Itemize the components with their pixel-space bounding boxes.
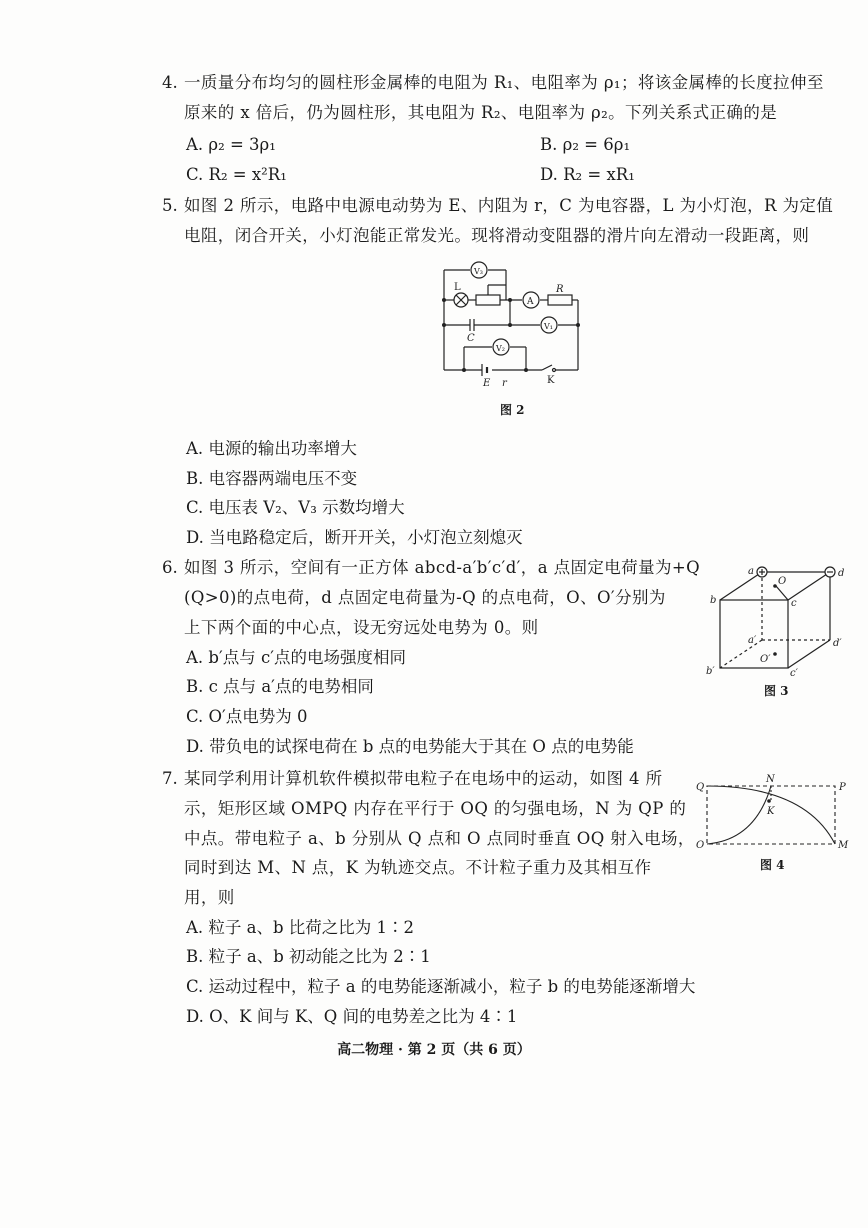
label-Q: Q bbox=[696, 782, 705, 793]
q4-option-b: B. ρ₂ = 6ρ₁ bbox=[540, 135, 631, 154]
label-N: N bbox=[766, 774, 775, 785]
label-V1: V₁ bbox=[544, 322, 553, 331]
label-L: L bbox=[454, 282, 461, 293]
label-C: C bbox=[467, 333, 475, 344]
label-a: a bbox=[748, 566, 754, 577]
q6-number: 6. bbox=[162, 558, 178, 577]
label-K: K bbox=[547, 375, 555, 386]
label-R: R bbox=[556, 284, 564, 295]
label-O: O bbox=[778, 576, 787, 587]
label-A: A bbox=[527, 297, 534, 307]
label-r: r bbox=[502, 378, 507, 389]
q7-stem-line5: 用，则 bbox=[184, 888, 235, 907]
q4-number: 4. bbox=[162, 73, 178, 92]
label-b: b bbox=[710, 595, 717, 606]
label-E: E bbox=[483, 378, 491, 389]
label-V3: V₃ bbox=[474, 267, 483, 276]
q6-option-a: A. b′点与 c′点的电场强度相同 bbox=[186, 648, 406, 667]
fig3-caption: 图 3 bbox=[764, 684, 789, 698]
q7-stem-line1: 某同学利用计算机软件模拟带电粒子在电场中的运动，如图 4 所 bbox=[184, 769, 663, 788]
label-c-prime: c′ bbox=[790, 668, 798, 679]
q5-stem-line2: 电阻，闭合开关，小灯泡能正常发光。现将滑动变阻器的滑片向左滑动一段距离，则 bbox=[184, 226, 810, 245]
fig4-caption: 图 4 bbox=[760, 858, 785, 872]
label-K: K bbox=[767, 806, 775, 817]
q7-stem-line2: 示，矩形区域 OMPQ 内存在平行于 OQ 的匀强电场，N 为 QP 的 bbox=[184, 799, 687, 818]
q5-option-d: D. 当电路稳定后，断开开关，小灯泡立刻熄灭 bbox=[186, 528, 523, 547]
q7-stem-line4: 同时到达 M、N 点，K 为轨迹交点。不计粒子重力及其相互作 bbox=[184, 858, 652, 877]
q7-option-b: B. 粒子 a、b 初动能之比为 2∶1 bbox=[186, 947, 431, 966]
q7-option-c: C. 运动过程中，粒子 a 的电势能逐渐减小，粒子 b 的电势能逐渐增大 bbox=[186, 977, 696, 996]
label-O-prime: O′ bbox=[760, 654, 771, 665]
q7-option-d: D. O、K 间与 K、Q 间的电势差之比为 4∶1 bbox=[186, 1007, 518, 1026]
q4-option-d: D. R₂ = xR₁ bbox=[540, 165, 635, 184]
label-M: M bbox=[838, 840, 849, 851]
q6-stem-line1: 如图 3 所示，空间有一正方体 abcd-a′b′c′d′，a 点固定电荷量为+Q bbox=[184, 558, 701, 577]
label-d: d bbox=[838, 568, 845, 579]
q6-stem-line2: (Q>0)的点电荷，d 点固定电荷量为-Q 的点电荷，O、O′分别为 bbox=[184, 588, 666, 607]
label-a-prime: a′ bbox=[748, 635, 757, 646]
circuit-diagram-fig2 bbox=[430, 255, 590, 390]
label-b-prime: b′ bbox=[706, 666, 715, 677]
cube-diagram-fig3 bbox=[700, 560, 850, 680]
q4-stem-line2: 原来的 x 倍后，仍为圆柱形，其电阻为 R₂、电阻率为 ρ₂。下列关系式正确的是 bbox=[184, 103, 778, 122]
q6-stem-line3: 上下两个面的中心点，设无穷远处电势为 0。则 bbox=[184, 618, 539, 637]
q4-stem-line1: 一质量分布均匀的圆柱形金属棒的电阻为 R₁、电阻率为 ρ₁；将该金属棒的长度拉伸至 bbox=[184, 73, 824, 92]
q6-option-b: B. c 点与 a′点的电势相同 bbox=[186, 677, 374, 696]
field-diagram-fig4 bbox=[695, 772, 850, 852]
q4-option-a: A. ρ₂ = 3ρ₁ bbox=[186, 135, 276, 154]
q5-option-a: A. 电源的输出功率增大 bbox=[186, 439, 357, 458]
q6-option-d: D. 带负电的试探电荷在 b 点的电势能大于其在 O 点的电势能 bbox=[186, 737, 634, 756]
q7-stem-line3: 中点。带电粒子 a、b 分别从 Q 点和 O 点同时垂直 OQ 射入电场， bbox=[184, 829, 695, 848]
q5-number: 5. bbox=[162, 196, 178, 215]
q6-option-c: C. O′点电势为 0 bbox=[186, 707, 308, 726]
page-footer: 高二物理 · 第 2 页（共 6 页） bbox=[337, 1042, 531, 1058]
label-O: O bbox=[696, 840, 705, 851]
label-d-prime: d′ bbox=[833, 638, 842, 649]
q7-option-a: A. 粒子 a、b 比荷之比为 1∶2 bbox=[186, 918, 415, 937]
q7-number: 7. bbox=[162, 769, 178, 788]
q5-stem-line1: 如图 2 所示，电路中电源电动势为 E、内阻为 r，C 为电容器，L 为小灯泡，R 为定值 bbox=[184, 196, 834, 215]
label-V2: V₂ bbox=[496, 344, 505, 353]
label-c: c bbox=[791, 598, 797, 609]
q5-option-b: B. 电容器两端电压不变 bbox=[186, 469, 358, 488]
q4-option-c: C. R₂ = x²R₁ bbox=[186, 165, 287, 184]
label-P: P bbox=[839, 782, 846, 793]
q5-option-c: C. 电压表 V₂、V₃ 示数均增大 bbox=[186, 498, 405, 517]
fig2-caption: 图 2 bbox=[500, 403, 525, 417]
